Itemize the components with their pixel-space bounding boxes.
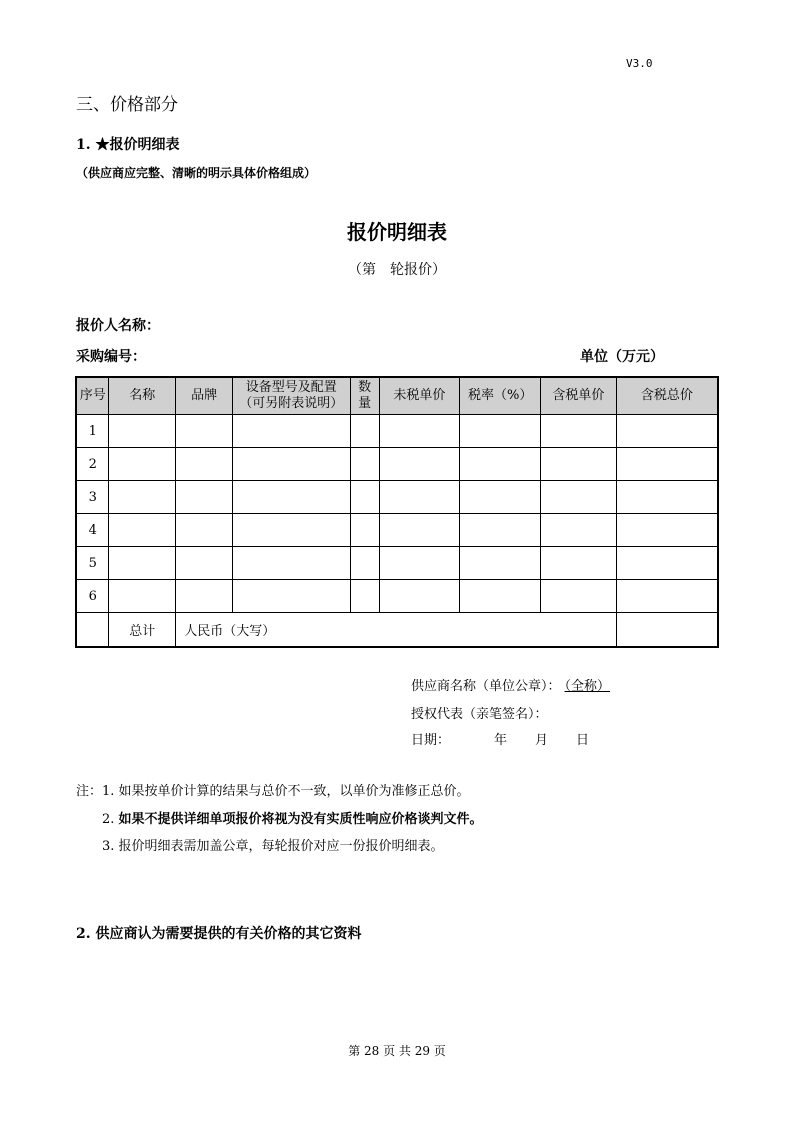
supplier-name-label: 供应商名称（单位公章）：	[411, 679, 561, 694]
cell-quantity[interactable]	[350, 448, 379, 481]
cell-model[interactable]	[233, 415, 351, 448]
cell-tax-rate[interactable]	[460, 580, 541, 613]
cell-quantity[interactable]	[350, 514, 379, 547]
page-footer: 第 28 页 共 29 页	[348, 1044, 446, 1058]
cell-tax-rate[interactable]	[460, 514, 541, 547]
cell-quantity[interactable]	[350, 415, 379, 448]
note-1: 注：1. 如果按单价计算的结果与总价不一致，以单价为准修正总价。	[76, 784, 470, 799]
cell-unit-price[interactable]	[379, 580, 460, 613]
date-month: 月	[535, 733, 549, 748]
cell-brand[interactable]	[176, 415, 233, 448]
cell-name[interactable]	[109, 514, 176, 547]
cell-name[interactable]	[109, 481, 176, 514]
cell-unit-price[interactable]	[379, 514, 460, 547]
note-3: 3. 报价明细表需加盖公章，每轮报价对应一份报价明细表。	[102, 839, 444, 854]
header-tax-rate: 税率（%）	[460, 377, 541, 415]
cell-unit-price[interactable]	[379, 448, 460, 481]
header-quantity	[350, 377, 379, 415]
cell-taxed-unit-price[interactable]	[541, 481, 617, 514]
header-name: 名称	[109, 377, 176, 415]
row-index: 2	[76, 448, 109, 481]
cell-brand[interactable]	[176, 481, 233, 514]
cell-quantity[interactable]	[350, 580, 379, 613]
cell-name[interactable]	[109, 415, 176, 448]
cell-unit-price[interactable]	[379, 481, 460, 514]
note-2	[102, 808, 483, 827]
header-model-line1: 设备型号及配置	[245, 380, 337, 395]
row-index: 5	[76, 547, 109, 580]
table-row	[76, 514, 718, 547]
section-title: 三、价格部分	[76, 95, 178, 115]
cell-quantity[interactable]	[350, 481, 379, 514]
header-model	[233, 377, 351, 415]
bidder-name-label: 报价人名称：	[76, 318, 160, 334]
cell-name[interactable]	[109, 547, 176, 580]
cell-brand[interactable]	[176, 514, 233, 547]
cell-taxed-total[interactable]	[616, 481, 718, 514]
cell-quantity[interactable]	[350, 547, 379, 580]
cell-name[interactable]	[109, 580, 176, 613]
table-row	[76, 448, 718, 481]
item2-title: 2. 供应商认为需要提供的有关价格的其它资料	[76, 926, 362, 942]
cell-taxed-unit-price[interactable]	[541, 415, 617, 448]
cell-name[interactable]	[109, 448, 176, 481]
cell-model[interactable]	[233, 514, 351, 547]
unit-label: 单位（万元）	[580, 349, 664, 365]
cell-brand[interactable]	[176, 580, 233, 613]
supplier-name-value[interactable]: （全称）	[564, 679, 611, 694]
cell-taxed-total[interactable]	[616, 514, 718, 547]
cell-tax-rate[interactable]	[460, 448, 541, 481]
cell-tax-rate[interactable]	[460, 481, 541, 514]
cell-unit-price[interactable]	[379, 547, 460, 580]
header-qty-line1: 数	[358, 380, 372, 395]
header-qty-line2: 量	[358, 396, 372, 411]
date-label: 日期：	[411, 733, 451, 748]
procurement-number-label: 采购编号：	[76, 349, 146, 365]
cell-taxed-total[interactable]	[616, 448, 718, 481]
round-text: （第 轮报价）	[348, 262, 446, 278]
total-amount-cell[interactable]	[616, 613, 718, 648]
cell-brand[interactable]	[176, 547, 233, 580]
date-year: 年	[494, 733, 508, 748]
table-header-row	[76, 377, 718, 415]
price-detail-table	[75, 376, 719, 648]
header-unit-price-taxed: 含税单价	[541, 377, 617, 415]
cell-taxed-unit-price[interactable]	[541, 514, 617, 547]
total-row	[76, 613, 718, 648]
cell-model[interactable]	[233, 580, 351, 613]
row-index: 1	[76, 415, 109, 448]
date-line	[411, 729, 589, 748]
header-brand: 品牌	[176, 377, 233, 415]
authorized-rep-label: 授权代表（亲笔签名）：	[411, 707, 548, 722]
row-index: 6	[76, 580, 109, 613]
table-row	[76, 580, 718, 613]
supplier-name-line	[411, 675, 610, 694]
cell-tax-rate[interactable]	[460, 547, 541, 580]
header-index: 序号	[76, 377, 109, 415]
cell-taxed-unit-price[interactable]	[541, 547, 617, 580]
cell-taxed-total[interactable]	[616, 415, 718, 448]
cell-unit-price[interactable]	[379, 415, 460, 448]
total-label: 总计	[109, 613, 176, 648]
row-index: 3	[76, 481, 109, 514]
cell-tax-rate[interactable]	[460, 415, 541, 448]
note-2-text: 如果不提供详细单项报价将视为没有实质性响应价格谈判文件。	[118, 812, 483, 827]
cell-model[interactable]	[233, 547, 351, 580]
table-row	[76, 547, 718, 580]
date-day: 日	[576, 733, 590, 748]
header-unit-price-pretax: 未税单价	[379, 377, 460, 415]
cell-model[interactable]	[233, 448, 351, 481]
table-title: 报价明细表	[347, 220, 447, 244]
item1-note: （供应商应完整、清晰的明示具体价格组成）	[76, 166, 317, 180]
total-blank-cell	[76, 613, 109, 648]
cell-taxed-unit-price[interactable]	[541, 448, 617, 481]
header-total-price-taxed: 含税总价	[616, 377, 718, 415]
header-model-line2: （可另附表说明）	[239, 396, 344, 411]
item1-title: 1. ★报价明细表	[76, 137, 180, 153]
cell-brand[interactable]	[176, 448, 233, 481]
table-row	[76, 415, 718, 448]
cell-taxed-unit-price[interactable]	[541, 580, 617, 613]
total-rmb-uppercase[interactable]: 人民币（大写）	[176, 613, 617, 648]
row-index: 4	[76, 514, 109, 547]
table-row	[76, 481, 718, 514]
note-2-prefix: 2.	[102, 812, 119, 827]
cell-taxed-total[interactable]	[616, 580, 718, 613]
cell-taxed-total[interactable]	[616, 547, 718, 580]
version-label: V3.0	[626, 57, 653, 70]
cell-model[interactable]	[233, 481, 351, 514]
